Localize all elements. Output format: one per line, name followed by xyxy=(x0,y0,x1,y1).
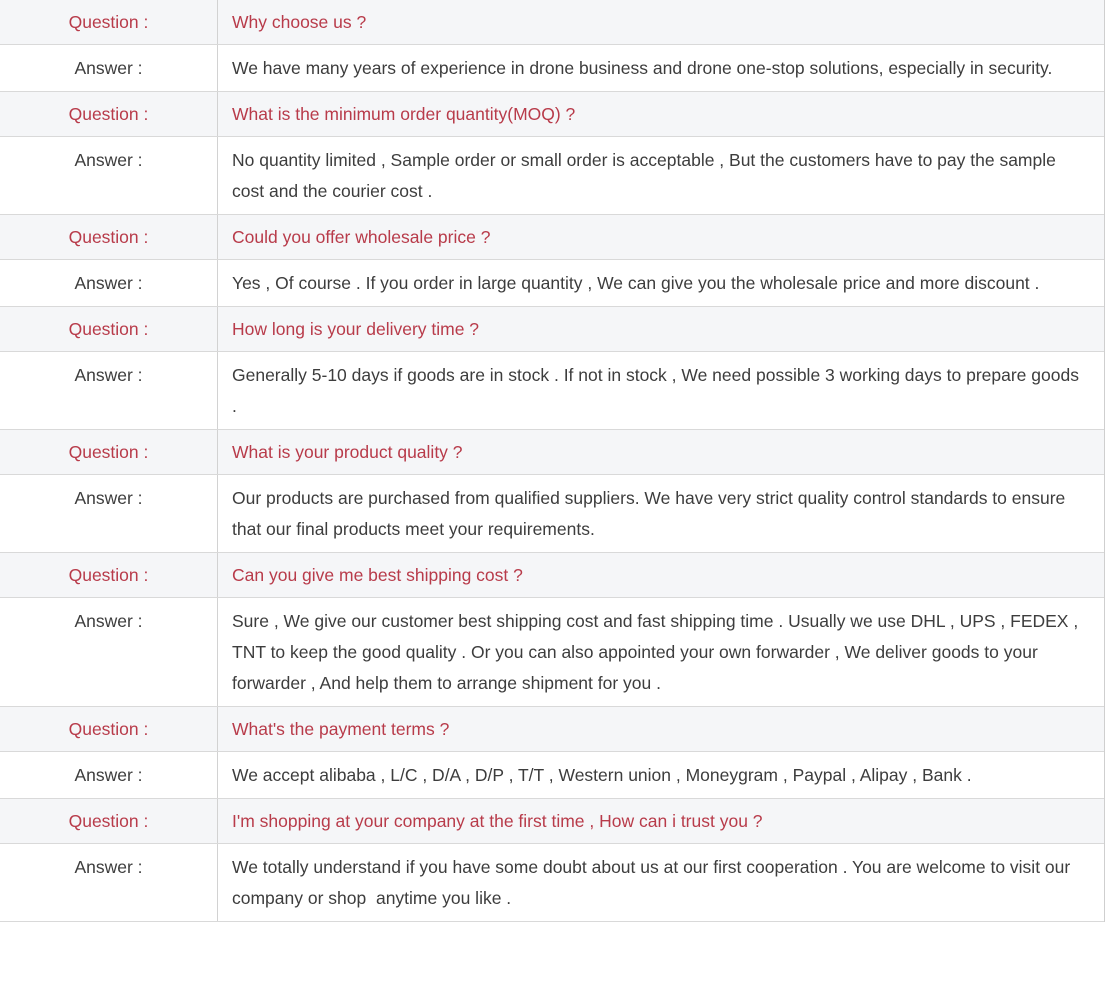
answer-label: Answer : xyxy=(0,475,218,552)
faq-question-row xyxy=(0,553,1104,598)
answer-label: Answer : xyxy=(0,752,218,798)
answer-label: Answer : xyxy=(0,45,218,91)
question-label: Question : xyxy=(0,0,218,44)
faq-answer-row xyxy=(0,352,1104,430)
question-text: Could you offer wholesale price ? xyxy=(232,227,491,247)
answer-text: We have many years of experience in drone business and drone one-stop solutions, especially in security. xyxy=(232,58,1053,78)
question-text: What's the payment terms ? xyxy=(232,719,450,739)
answer-label: Answer : xyxy=(0,598,218,706)
faq-question-row xyxy=(0,707,1104,752)
faq-question-row xyxy=(0,215,1104,260)
faq-answer-row xyxy=(0,752,1104,799)
faq-answer-row xyxy=(0,137,1104,215)
answer-label: Answer : xyxy=(0,137,218,214)
faq-answer-row xyxy=(0,598,1104,707)
question-label: Question : xyxy=(0,707,218,751)
answer-label: Answer : xyxy=(0,352,218,429)
question-text: How long is your delivery time ? xyxy=(232,319,480,339)
question-label: Question : xyxy=(0,430,218,474)
question-text: Can you give me best shipping cost ? xyxy=(232,565,523,585)
faq-answer-row xyxy=(0,475,1104,553)
answer-text: We totally understand if you have some doubt about us at our first cooperation . You are welcome to visit our company or shop anytime you like . xyxy=(232,857,1076,908)
answer-text: No quantity limited , Sample order or small order is acceptable , But the customers have to pay the sample cost and the courier cost . xyxy=(232,150,1061,201)
faq-question-row xyxy=(0,307,1104,352)
question-label: Question : xyxy=(0,799,218,843)
answer-label: Answer : xyxy=(0,260,218,306)
question-label: Question : xyxy=(0,307,218,351)
faq-answer-row xyxy=(0,844,1104,922)
answer-label: Answer : xyxy=(0,844,218,921)
faq-question-row xyxy=(0,430,1104,475)
question-label: Question : xyxy=(0,215,218,259)
faq-question-row xyxy=(0,92,1104,137)
question-text: Why choose us ? xyxy=(232,12,367,32)
answer-text: We accept alibaba , L/C , D/A , D/P , T/T , Western union , Moneygram , Paypal , Alipay , Bank . xyxy=(232,765,972,785)
answer-text: Our products are purchased from qualified suppliers. We have very strict quality control standards to ensure that our final products meet your requirements. xyxy=(232,488,1071,539)
answer-text: Yes , Of course . If you order in large quantity , We can give you the wholesale price and more discount . xyxy=(232,273,1040,293)
faq-question-row xyxy=(0,0,1104,45)
answer-text: Generally 5-10 days if goods are in stock . If not in stock , We need possible 3 working days to prepare goods . xyxy=(232,365,1084,416)
question-label: Question : xyxy=(0,92,218,136)
faq-answer-row xyxy=(0,45,1104,92)
question-text: What is the minimum order quantity(MOQ) ? xyxy=(232,104,576,124)
question-label: Question : xyxy=(0,553,218,597)
faq-question-row xyxy=(0,799,1104,844)
answer-text: Sure , We give our customer best shipping cost and fast shipping time . Usually we use DHL , UPS , FEDEX , TNT to keep the good quality . Or you can also appointed your own forwarder , We deliver goods to your forwarder , And help them to arrange shipment for you . xyxy=(232,611,1083,693)
question-text: I'm shopping at your company at the first time , How can i trust you ? xyxy=(232,811,763,831)
question-text: What is your product quality ? xyxy=(232,442,463,462)
faq-answer-row xyxy=(0,260,1104,307)
